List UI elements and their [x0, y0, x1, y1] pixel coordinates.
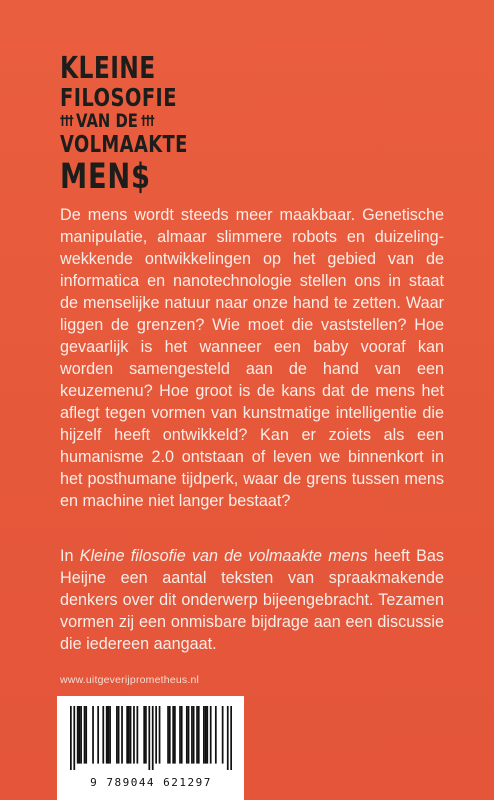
barcode-bar: [77, 706, 79, 764]
isbn-number: 9 789044 621297: [90, 776, 212, 789]
publisher-website: www.uitgeverijprometheus.nl: [60, 674, 200, 686]
people-figures-icon: †††: [141, 114, 154, 129]
barcode-bar: [155, 706, 157, 764]
barcode-bar: [143, 706, 145, 764]
barcode-bar: [152, 706, 154, 770]
barcode-bar: [191, 706, 193, 764]
barcode-bar: [92, 706, 94, 764]
barcode-bar: [222, 706, 224, 764]
book-title: [60, 51, 188, 197]
barcode-bar: [108, 706, 110, 764]
barcode-bar: [227, 706, 229, 770]
barcode-bar: [79, 706, 81, 764]
barcode-bar: [73, 706, 75, 770]
barcode-bar: [106, 706, 108, 764]
blurb-rest: heeft Bas Heijne een aantal teksten van spraakmakende denkers over dit onderwerp bijeengebracht. Tezamen vormen zij een onmisbare bijdrage aan een discussie die iedereen aangaat.: [60, 547, 444, 653]
barcode-bar: [174, 706, 176, 764]
barcode-bar: [206, 706, 208, 764]
blurb-paragraph-2: [60, 545, 444, 655]
barcode-bar: [70, 706, 72, 770]
title-line-mens: MEN$: [60, 157, 151, 197]
barcode-bar: [84, 706, 86, 764]
barcode-bar: [145, 706, 147, 764]
barcode-bar: [121, 706, 123, 764]
barcode-bar: [179, 706, 181, 764]
barcode-bar: [215, 706, 217, 764]
barcode-bar: [80, 706, 82, 764]
barcode-bar: [169, 706, 171, 764]
barcode-bar: [148, 706, 150, 770]
title-line-van-de: [60, 110, 154, 133]
barcode-bar: [186, 706, 188, 764]
blurb-book-title: Kleine filosofie van de volmaakte mens: [79, 547, 368, 565]
barcode-bar: [167, 706, 169, 764]
barcode-bar: [193, 706, 195, 764]
barcode-bar: [198, 706, 200, 764]
barcode-bar: [133, 706, 135, 764]
barcode-bar: [116, 706, 118, 764]
barcode-bar: [205, 706, 207, 764]
blurb-paragraph-1: De mens wordt steeds meer maakbaar. Genetische manipulatie, almaar slimmere robots en duizelingwekkende ontwikkelingen op het gebied van de informatica en nanotechnologie stellen ons in staat de menselijke natuur naar onze hand te zetten. Waar liggen de grenzen? Wie moet die vaststellen? Hoe gevaarlijk is het wanneer een baby vooraf kan worden samengesteld aan de hand van een keuzemenu? Hoe groot is de kans dat de mens het aflegt tegen vormen van kunstmatige intelligentie die hijzelf heeft ontwikkeld? Kan er zoiets als een humanisme 2.0 ontstaan of leven we binnenkort in het posthumane tijdperk, waar de grens tussen mens en machine niet langer bestaat?: [60, 206, 444, 510]
barcode-bar: [203, 706, 205, 764]
title-van-de-text: VAN DE: [75, 110, 138, 132]
title-line-volmaakte: VOLMAAKTE: [60, 132, 188, 158]
barcode-bar: [181, 706, 183, 764]
isbn-barcode: [57, 696, 244, 800]
title-line-filosofie: FILOSOFIE: [60, 83, 177, 112]
barcode-bar: [118, 706, 120, 764]
barcode-bar: [210, 706, 212, 764]
barcode-bar: [230, 706, 232, 770]
barcode-bar: [109, 706, 111, 764]
barcode-bar: [196, 706, 198, 764]
title-line-kleine: KLEINE: [60, 51, 156, 86]
people-figures-icon: †††: [60, 114, 73, 129]
barcode-bar: [159, 706, 161, 764]
barcode-bar: [102, 706, 104, 764]
barcode-bar: [172, 706, 174, 764]
barcode-bar: [130, 706, 132, 764]
barcode-bar: [126, 706, 128, 764]
barcode-bar: [97, 706, 99, 764]
barcode-bar: [137, 706, 139, 764]
blurb-lead: In: [60, 547, 80, 565]
barcode-bars: [70, 706, 232, 770]
barcode-bar: [188, 706, 190, 764]
barcode-bar: [128, 706, 130, 764]
barcode-bar: [85, 706, 87, 764]
